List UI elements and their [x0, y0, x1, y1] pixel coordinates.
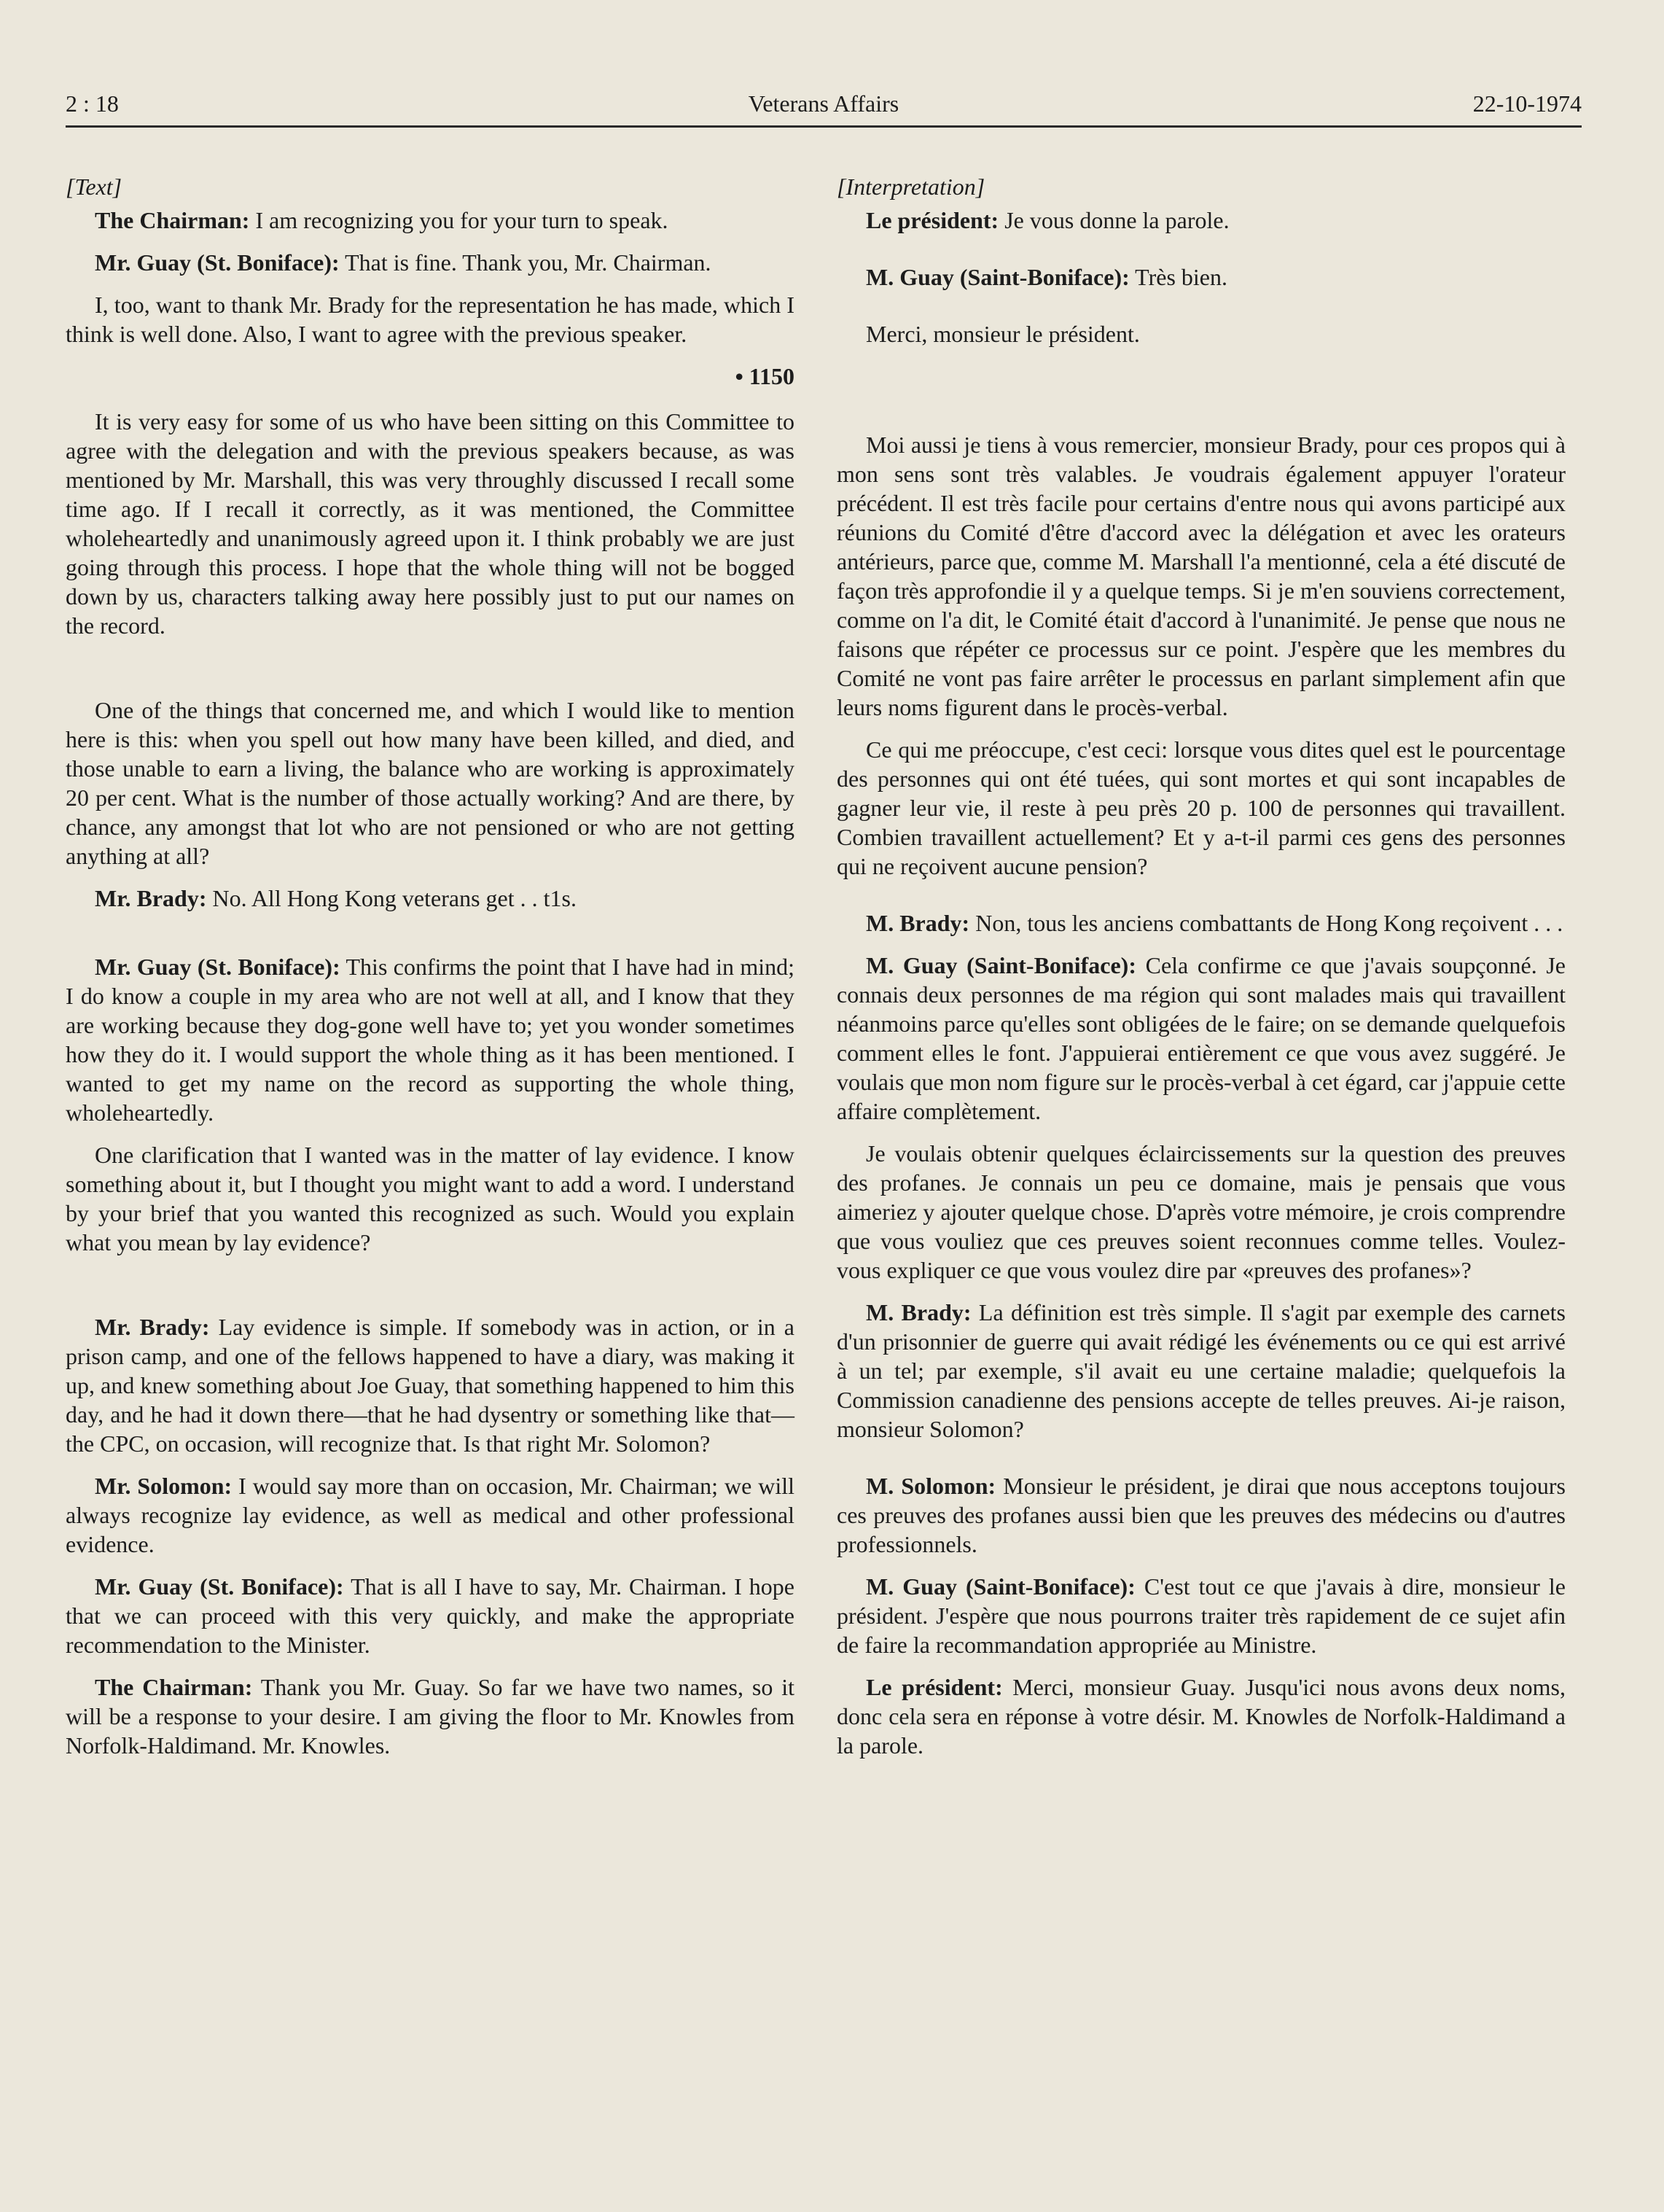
paragraph	[837, 735, 1566, 881]
speaker-name: M. Guay (Saint-Boniface):	[866, 1573, 1136, 1600]
speaker-name: Mr. Solomon:	[95, 1473, 233, 1499]
speaker-name: Le président:	[866, 207, 999, 233]
speech-text: Merci, monsieur le président.	[866, 321, 1140, 347]
paragraph	[837, 1298, 1566, 1444]
speech-text: This confirms the point that I have had in mind; I do know a couple in my area who are not well at all, and I know that they are working because they dog-gone well have to; yet you wonder sometimes how they do it. I would support the whole thing as it has been mentioned. I wanted to get my name on the record as supporting the whole thing, wholeheartedly.	[66, 954, 795, 1126]
speech-text: That is fine. Thank you, Mr. Chairman.	[339, 249, 711, 276]
paragraph	[66, 1140, 794, 1257]
page-header	[66, 87, 1582, 128]
paragraph	[66, 1312, 794, 1458]
running-title: Veterans Affairs	[748, 90, 899, 117]
paragraph	[837, 319, 1566, 348]
speech-text: Non, tous les anciens combattants de Hong Kong reçoivent . . .	[969, 910, 1563, 936]
language-marker-fr: [Interpretation]	[837, 174, 985, 200]
speech-text: One clarification that I wanted was in the matter of lay evidence. I know something about it, but I thought you might want to add a word. I understand by your brief that you wanted this recognized as such. Would you explain what you mean by lay evidence?	[66, 1142, 794, 1255]
paragraph	[837, 908, 1566, 938]
speaker-name: Le président:	[866, 1674, 1003, 1700]
speaker-name: The Chairman:	[95, 1674, 253, 1700]
speaker-name: Mr. Brady:	[95, 1314, 210, 1340]
paragraph	[66, 1672, 794, 1760]
paragraph	[66, 1572, 794, 1659]
speech-text: I would say more than on occasion, Mr. Chairman; we will always recognize lay evidence, as well as medical and other professional evidence.	[66, 1473, 795, 1557]
paragraph	[837, 1471, 1566, 1559]
paragraph	[837, 206, 1566, 235]
paragraph	[837, 1672, 1566, 1760]
speech-text: Je voulais obtenir quelques éclaircissements sur la question des preuves des profanes. Je connais un peu ce domaine, mais je pensais que vous aimeriez y ajouter quelque chose. D'après votre mémoire, je crois comprendre que vous vouliez que ces preuves soient reconnues comme telles. Voulez-vous expliquer ce que vous voulez dire par «preuves des profanes»?	[837, 1140, 1566, 1283]
page-number: 2 : 18	[66, 90, 119, 117]
paragraph	[66, 1471, 794, 1559]
header-date: 22-10-1974	[1472, 90, 1582, 117]
paragraph	[837, 430, 1566, 722]
speech-text: Lay evidence is simple. If somebody was in action, or in a prison camp, and one of the fellows happened to have a diary, was making it up, and knew something about Joe Guay, that something happened to him this day, and he had it down there—that he had dysentry or something like that—the CPC, on occasion, will recognize that. Is that right Mr. Solomon?	[66, 1314, 795, 1457]
paragraph	[66, 290, 794, 348]
speech-text: Moi aussi je tiens à vous remercier, monsieur Brady, pour ces propos qui à mon sens sont très valables. Je voudrais également appuyer l'orateur précédent. Il est très facile pour certains d'entre nous qui avons participé aux réunions du Comité d'être d'accord avec la délégation et avec les orateurs antérieurs, parce que, comme M. Marshall l'a mentionné, cela a été discuté de façon très approfondie il y a quelque temps. Si je m'en souviens correctement, comme on l'a dit, le Comité était d'accord à l'unanimité. Je pense que nous ne faisons que répéter ce processus sur ce point. J'espère que les membres du Comité ne vont pas faire arrêter le processus en parlant simplement afin que leurs noms figurent dans le procès-verbal.	[837, 432, 1566, 720]
speech-text: Monsieur le président, je dirai que nous acceptons toujours ces preuves des profanes aussi bien que les preuves des médecins ou d'autres professionnels.	[837, 1473, 1566, 1557]
speaker-name: Mr. Guay (St. Boniface):	[95, 249, 340, 276]
speaker-name: Mr. Guay (St. Boniface):	[95, 954, 340, 980]
paragraph	[66, 407, 794, 640]
speech-text: C'est tout ce que j'avais à dire, monsieur le président. J'espère que nous pourrons traiter très rapidement de ce sujet afin de faire la recommandation appropriée au Ministre.	[837, 1573, 1566, 1658]
speech-text: Merci, monsieur Guay. Jusqu'ici nous avons deux noms, donc cela sera en réponse à votre désir. M. Knowles de Norfolk-Haldimand a la parole.	[837, 1674, 1566, 1759]
speech-text: One of the things that concerned me, and which I would like to mention here is this: when you spell out how many have been killed, and died, and those unable to earn a living, the balance who are working is approximately 20 per cent. What is the number of those actually working? And are there, by chance, any amongst that lot who are not pensioned or who are not getting anything at all?	[66, 697, 794, 869]
speech-text: Ce qui me préoccupe, c'est ceci: lorsque vous dites quel est le pourcentage des personnes qui ont été tuées, qui sont mortes et qui sont incapables de gagner leur vie, il reste à peu près 20 p. 100 de personnes qui travaillent. Combien travaillent actuellement? Et y a-t-il parmi ces gens des personnes qui ne reçoivent aucune pension?	[837, 736, 1566, 879]
speech-text: I am recognizing you for your turn to speak.	[249, 207, 668, 233]
timestamp: • 1150	[735, 363, 794, 389]
speech-text: It is very easy for some of us who have been sitting on this Committee to agree with the delegation and with the previous speakers because, as was mentioned by Mr. Marshall, this was very throughly discussed I recall some time ago. If I recall it correctly, as it was mentioned, the Committee wholeheartedly and unanimously agreed upon it. I think probably we are just going through this process. I hope that the whole thing will not be bogged down by us, characters talking away here possibly just to put our names on the record.	[66, 408, 794, 639]
paragraph	[66, 952, 794, 1127]
paragraph	[66, 884, 794, 913]
paragraph	[66, 248, 794, 277]
speaker-name: M. Guay (Saint-Boniface):	[866, 264, 1130, 290]
speech-text: Thank you Mr. Guay. So far we have two names, so it will be a response to your desire. I am giving the floor to Mr. Knowles from Norfolk-Haldimand. Mr. Knowles.	[66, 1674, 794, 1759]
paragraph	[66, 206, 794, 235]
paragraph	[837, 1572, 1566, 1659]
paragraph	[837, 262, 1566, 292]
speaker-name: M. Solomon:	[866, 1473, 996, 1499]
speech-text: I, too, want to thank Mr. Brady for the representation he has made, which I think is well done. Also, I want to agree with the previous speaker.	[66, 292, 794, 347]
speaker-name: M. Guay (Saint-Boniface):	[866, 952, 1136, 978]
english-column	[66, 172, 794, 1773]
paragraph	[837, 1139, 1566, 1285]
paragraph	[66, 696, 794, 871]
speech-text: That is all I have to say, Mr. Chairman. I hope that we can proceed with this very quickly, and make the appropriate recommendation to the Minister.	[66, 1573, 795, 1658]
speech-text: No. All Hong Kong veterans get . . t1s.	[206, 885, 577, 911]
speech-text: Cela confirme ce que j'avais soupçonné. Je connais deux personnes de ma région qui sont malades mais qui travaillent néanmoins parce qu'elles sont obligées de le faire; on se demande quelquefois comment elles le font. J'appuierai entièrement ce que vous avez suggéré. Je voulais que mon nom figure sur le procès-verbal à cet égard, car j'appuie cette affaire complètement.	[837, 952, 1566, 1124]
language-marker-en: [Text]	[66, 174, 122, 200]
speaker-name: Mr. Brady:	[95, 885, 207, 911]
speaker-name: M. Brady:	[866, 910, 970, 936]
paragraph	[837, 951, 1566, 1126]
speech-text: Très bien.	[1129, 264, 1227, 290]
speech-text: La définition est très simple. Il s'agit par exemple des carnets d'un prisonnier de guerre qui avait rédigé les événements ou ce qui est arrivé à un tel; par exemple, s'il avait eu une certaine maladie; quelquefois la Commission canadienne des pensions accepte de telles preuves. Ai-je raison, monsieur Solomon?	[837, 1299, 1566, 1442]
french-column	[837, 172, 1566, 1773]
speaker-name: Mr. Guay (St. Boniface):	[95, 1573, 344, 1600]
speaker-name: The Chairman:	[95, 207, 250, 233]
speaker-name: M. Brady:	[866, 1299, 972, 1325]
speech-text: Je vous donne la parole.	[999, 207, 1230, 233]
